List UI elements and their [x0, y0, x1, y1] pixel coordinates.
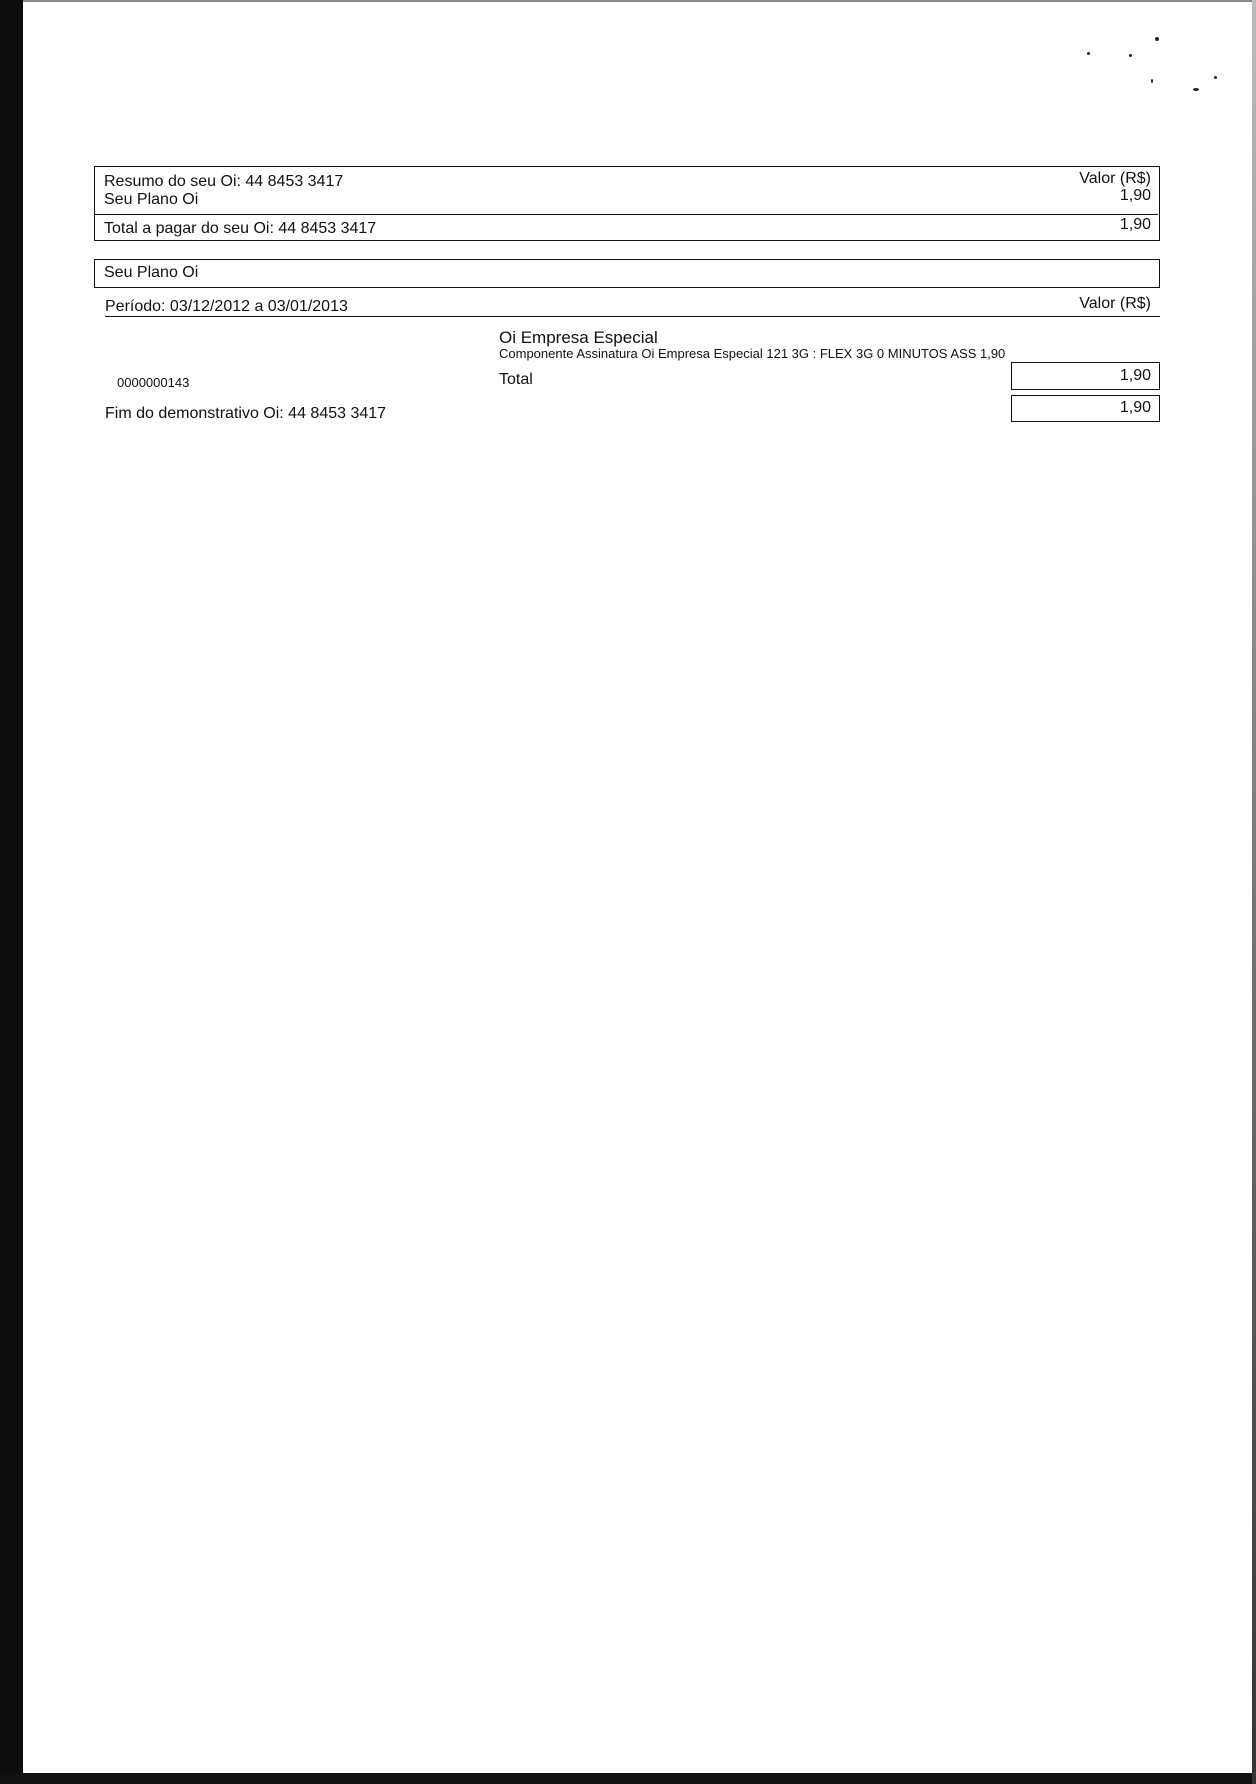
plan-section-box [94, 259, 1160, 288]
plan-section-title: Seu Plano Oi [104, 264, 199, 281]
plan-value-header: Valor (R$) [1079, 295, 1151, 312]
item-total-box [1011, 362, 1160, 390]
scan-border-top [23, 0, 1252, 2]
period-label: Período: 03/12/2012 a 03/01/2013 [105, 298, 348, 315]
summary-value-header: Valor (R$) [1079, 170, 1151, 187]
scan-speck [1129, 54, 1132, 57]
scan-border-bottom [0, 1773, 1256, 1784]
end-of-statement-label: Fim do demonstrativo Oi: 44 8453 3417 [105, 405, 387, 422]
item-total-label: Total [499, 371, 533, 388]
summary-title: Resumo do seu Oi: 44 8453 3417 [104, 173, 344, 190]
scan-speck [1193, 88, 1199, 91]
summary-box [94, 166, 1160, 241]
item-description: Componente Assinatura Oi Empresa Especial 121 3G : FLEX 3G 0 MINUTOS ASS 1,90 [499, 346, 1006, 361]
scan-speck [1087, 52, 1090, 55]
end-total-box [1011, 395, 1160, 422]
end-total-value: 1,90 [1119, 399, 1151, 416]
summary-total-label: Total a pagar do seu Oi: 44 8453 3417 [104, 220, 377, 237]
item-total-value: 1,90 [1119, 367, 1151, 384]
scan-speck [1214, 76, 1217, 79]
period-divider [105, 316, 1160, 317]
summary-total-value: 1,90 [1119, 216, 1151, 233]
scan-border-left [0, 0, 23, 1784]
scan-speck [1155, 37, 1159, 41]
scan-speck [1151, 79, 1153, 83]
scan-border-right [1252, 0, 1256, 1784]
item-code: 0000000143 [117, 375, 190, 390]
summary-divider [95, 214, 1158, 215]
summary-plan-value: 1,90 [1119, 187, 1151, 204]
summary-plan-label: Seu Plano Oi [104, 191, 199, 208]
item-name: Oi Empresa Especial [499, 328, 658, 347]
